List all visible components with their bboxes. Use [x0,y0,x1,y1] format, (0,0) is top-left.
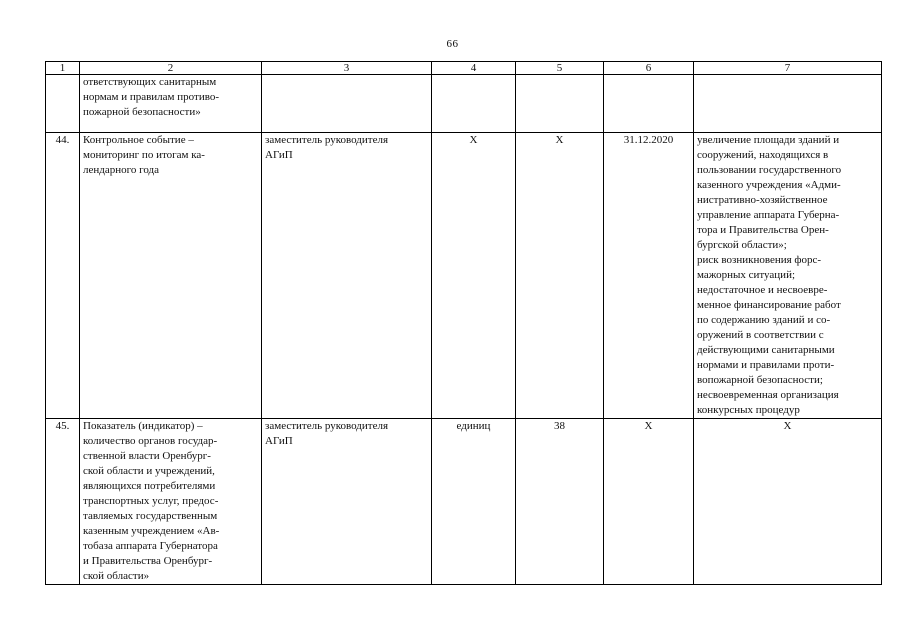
cell-line: и Правительства Оренбург- [83,555,213,567]
cell-name [80,75,262,133]
cell-line: ственной власти Оренбург- [83,450,211,462]
cell-risks [694,75,882,133]
cell-responsible [262,75,432,133]
cell-line: ской области и учреждений, [83,465,215,477]
cell-line: заместитель руководителя [265,134,389,146]
cell-line: по содержанию зданий и со- [697,314,831,326]
cell-line: тора и Правительства Орен- [697,224,829,236]
cell-line: мажорных ситуаций; [697,269,796,281]
cell-line: пользовании государственного [697,164,842,176]
document-table [45,61,882,585]
cell-line: заместитель руководителя [265,420,389,432]
cell-risks [694,419,882,585]
cell-line: несвоевременная организация [697,389,839,401]
cell-line: Х [783,420,792,432]
table-row [46,133,882,419]
cell-line: действующими санитарными [697,344,835,356]
cell-responsible [262,419,432,585]
cell-line: Контрольное событие – [83,134,194,146]
header-cell-6: 6 [604,62,694,75]
cell-line: казенного учреждения «Адми- [697,179,841,191]
cell-line: менное финансирование работ [697,299,841,311]
cell-name [80,419,262,585]
row-number: 44. [46,133,80,419]
cell-line: управление аппарата Губерна- [697,209,840,221]
cell-value: 38 [516,419,604,585]
cell-value: Х [516,133,604,419]
cell-line: нормам и правилам противо- [83,91,219,103]
header-cell-3: 3 [262,62,432,75]
cell-line: тавляемых государственным [83,510,218,522]
cell-line: конкурсных процедур [697,404,800,416]
header-cell-2: 2 [80,62,262,75]
cell-line: являющихся потребителями [83,480,216,492]
cell-line: Показатель (индикатор) – [83,420,203,432]
cell-unit [432,75,516,133]
cell-unit: Х [432,133,516,419]
cell-line: бургской области»; [697,239,787,251]
cell-line: нистративно-хозяйственное [697,194,828,206]
cell-line: оружений в соответствии с [697,329,824,341]
row-number: 45. [46,419,80,585]
cell-date [604,75,694,133]
cell-line: количество органов государ- [83,435,218,447]
cell-line: пожарной безопасности» [83,106,201,118]
row-number [46,75,80,133]
header-row [46,62,882,75]
cell-line: недостаточное и несвоевре- [697,284,828,296]
cell-unit: единиц [432,419,516,585]
cell-line: АГиП [265,435,293,447]
cell-line: сооружений, находящихся в [697,149,829,161]
cell-line: транспортных услуг, предос- [83,495,219,507]
header-cell-4: 4 [432,62,516,75]
cell-responsible [262,133,432,419]
header-cell-1: 1 [46,62,80,75]
cell-line: лендарного года [83,164,160,176]
table-body [46,75,882,585]
cell-line: вопожарной безопасности; [697,374,823,386]
header-cell-7: 7 [694,62,882,75]
page-number: 66 [446,38,459,50]
cell-line: ответствующих санитарным [83,76,217,88]
table-row [46,75,882,133]
cell-value [516,75,604,133]
cell-line: увеличение площади зданий и [697,134,840,146]
cell-date: Х [604,419,694,585]
table-row [46,419,882,585]
cell-line: АГиП [265,149,293,161]
cell-line: мониторинг по итогам ка- [83,149,205,161]
cell-line: тобаза аппарата Губернатора [83,540,218,552]
cell-name [80,133,262,419]
header-cell-5: 5 [516,62,604,75]
cell-line: казенным учреждением «Ав- [83,525,220,537]
cell-date: 31.12.2020 [604,133,694,419]
cell-risks [694,133,882,419]
cell-line: нормами и правилами проти- [697,359,835,371]
cell-line: риск возникновения форс- [697,254,822,266]
cell-line: ской области» [83,570,150,582]
